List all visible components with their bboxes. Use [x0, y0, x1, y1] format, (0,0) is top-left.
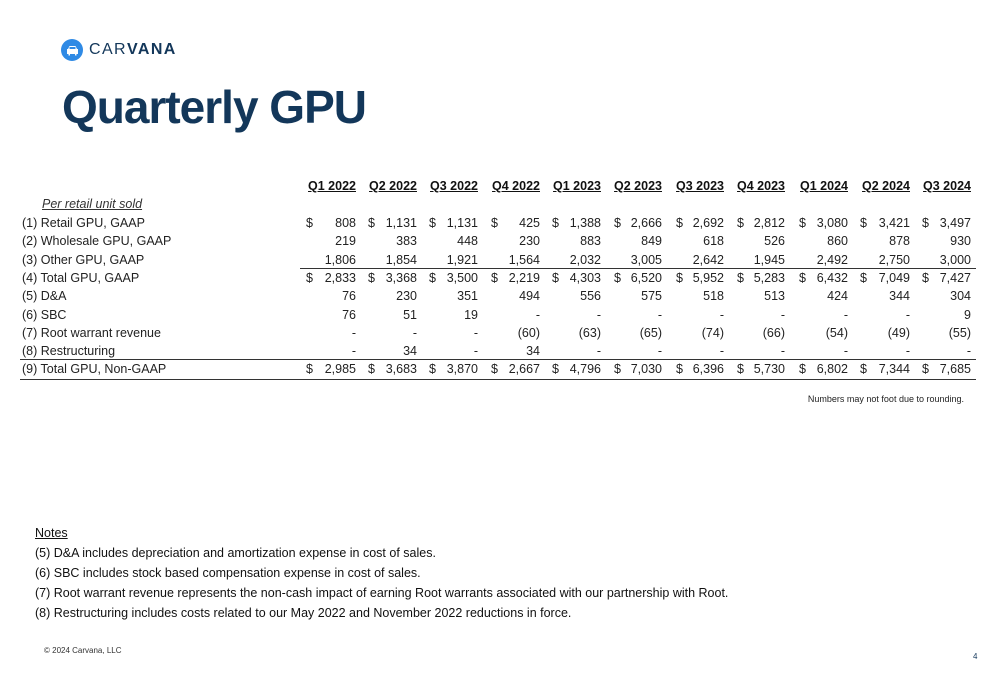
dollar-sign: $ [922, 270, 929, 285]
row-label: (2) Wholesale GPU, GAAP [22, 234, 172, 249]
table-cell: (49) [887, 325, 910, 340]
column-header: Q4 2022 [492, 179, 540, 193]
table-cell: 849 [641, 234, 662, 249]
table-cell: 2,833 [324, 270, 356, 285]
table-cell: 34 [526, 344, 540, 359]
dollar-sign: $ [552, 362, 559, 377]
table-cell: 4,796 [569, 362, 601, 377]
brand-name: CARVANA [89, 41, 177, 58]
table-cell: - [905, 344, 910, 359]
dollar-sign: $ [676, 270, 683, 285]
table-cell: 3,368 [385, 270, 417, 285]
table-cell: 344 [889, 289, 910, 304]
table-cell: 2,985 [324, 362, 356, 377]
note-line: (5) D&A includes depreciation and amortization expense in cost of sales. [35, 546, 436, 560]
dollar-sign: $ [491, 270, 498, 285]
dollar-sign: $ [491, 216, 498, 230]
table-cell: 2,032 [569, 252, 601, 267]
table-cell: 5,952 [692, 270, 724, 285]
table-cell: 2,667 [508, 362, 540, 377]
dollar-sign: $ [552, 216, 559, 230]
row-label: (9) Total GPU, Non-GAAP [22, 362, 167, 377]
row-label: (7) Root warrant revenue [22, 325, 161, 340]
dollar-sign: $ [306, 270, 313, 285]
table-cell: 883 [580, 234, 601, 249]
column-header: Q3 2024 [923, 179, 971, 193]
row-label: (1) Retail GPU, GAAP [22, 216, 145, 230]
table-cell: 7,030 [630, 362, 662, 377]
dollar-sign: $ [368, 270, 375, 285]
table-cell: - [596, 344, 601, 359]
column-header: Q2 2024 [862, 179, 910, 193]
table-cell: 383 [396, 234, 417, 249]
dollar-sign: $ [922, 216, 929, 230]
table-cell: 1,564 [508, 252, 540, 267]
table-cell: 7,685 [939, 362, 971, 377]
table-cell: 3,500 [446, 270, 478, 285]
table-cell: 3,497 [939, 216, 971, 230]
table-cell: 448 [457, 234, 478, 249]
table-cell: 219 [335, 234, 356, 249]
table-cell: 230 [519, 234, 540, 249]
table-cell: - [473, 344, 478, 359]
table-cell: 1,131 [385, 216, 417, 230]
table-cell: 3,080 [816, 216, 848, 230]
table-cell: 2,642 [692, 252, 724, 267]
notes-section [35, 526, 728, 626]
dollar-sign: $ [737, 216, 744, 230]
table-cell: - [843, 307, 848, 322]
dollar-sign: $ [429, 362, 436, 377]
dollar-sign: $ [676, 362, 683, 377]
table-cell: 494 [519, 289, 540, 304]
table-cell: 860 [827, 234, 848, 249]
note-line: (8) Restructuring includes costs related to our May 2022 and November 2022 reductions in force. [35, 606, 572, 620]
table-cell: 1,806 [324, 252, 356, 267]
table-cell: 19 [464, 307, 478, 322]
table-cell: 3,421 [878, 216, 910, 230]
dollar-sign: $ [860, 216, 867, 230]
table-cell: (54) [825, 325, 848, 340]
table-cell: 351 [457, 289, 478, 304]
table-cell: 1,131 [446, 216, 478, 230]
table-cell: - [905, 307, 910, 322]
table-cell: - [596, 307, 601, 322]
table-rule [20, 359, 976, 360]
table-cell: 6,520 [630, 270, 662, 285]
table-cell: 513 [764, 289, 785, 304]
note-line: (6) SBC includes stock based compensation expense in cost of sales. [35, 566, 421, 580]
table-cell: 425 [519, 216, 540, 230]
table-rule [20, 379, 976, 380]
table-cell: 7,427 [939, 270, 971, 285]
table-cell: 2,219 [508, 270, 540, 285]
copyright: © 2024 Carvana, LLC [44, 646, 122, 655]
table-cell: 1,388 [569, 216, 601, 230]
table-cell: 4,303 [569, 270, 601, 285]
table-cell: 7,049 [878, 270, 910, 285]
dollar-sign: $ [491, 362, 498, 377]
dollar-sign: $ [799, 270, 806, 285]
table-cell: 1,921 [446, 252, 478, 267]
row-label: (8) Restructuring [22, 344, 116, 359]
table-cell: (74) [701, 325, 724, 340]
table-cell: 5,283 [753, 270, 785, 285]
table-cell: (55) [948, 325, 971, 340]
column-header: Q4 2023 [737, 179, 785, 193]
table-cell: 930 [950, 234, 971, 249]
table-cell: - [657, 344, 662, 359]
dollar-sign: $ [737, 362, 744, 377]
table-cell: 5,730 [753, 362, 785, 377]
page-title: Quarterly GPU [62, 81, 366, 133]
dollar-sign: $ [368, 362, 375, 377]
notes-heading: Notes [35, 526, 68, 540]
table-rule [300, 268, 976, 269]
table-cell: (60) [517, 325, 540, 340]
table-cell: 6,396 [692, 362, 724, 377]
table-cell: 3,870 [446, 362, 478, 377]
table-cell: - [966, 344, 971, 359]
dollar-sign: $ [799, 362, 806, 377]
dollar-sign: $ [306, 362, 313, 377]
table-cell: - [535, 307, 540, 322]
table-subheader: Per retail unit sold [42, 197, 143, 211]
column-header: Q1 2023 [553, 179, 601, 193]
table-cell: (66) [762, 325, 785, 340]
table-cell: 526 [764, 234, 785, 249]
dollar-sign: $ [676, 216, 683, 230]
table-cell: - [780, 307, 785, 322]
dollar-sign: $ [860, 362, 867, 377]
column-header: Q3 2022 [430, 179, 478, 193]
column-header: Q1 2024 [800, 179, 848, 193]
note-line: (7) Root warrant revenue represents the non-cash impact of earning Root warrants associated with our partnership with Root. [35, 586, 729, 600]
table-cell: 424 [827, 289, 848, 304]
dollar-sign: $ [368, 216, 375, 230]
dollar-sign: $ [737, 270, 744, 285]
table-cell: 2,812 [753, 216, 785, 230]
table-cell: 76 [342, 289, 356, 304]
table-cell: (65) [639, 325, 662, 340]
page-number: 4 [973, 652, 978, 661]
table-cell: 9 [964, 307, 971, 322]
column-header: Q2 2023 [614, 179, 662, 193]
table-cell: 1,854 [385, 252, 417, 267]
table-cell: - [780, 344, 785, 359]
table-cell: (63) [578, 325, 601, 340]
table-cell: 2,750 [878, 252, 910, 267]
table-cell: 7,344 [878, 362, 910, 377]
table-cell: 51 [403, 307, 417, 322]
table-cell: - [657, 307, 662, 322]
column-header: Q1 2022 [308, 179, 356, 193]
table-cell: 2,492 [816, 252, 848, 267]
table-cell: 3,000 [939, 252, 971, 267]
table-cell: - [843, 344, 848, 359]
table-cell: 3,683 [385, 362, 417, 377]
table-cell: - [351, 325, 356, 340]
table-cell: 76 [342, 307, 356, 322]
table-cell: 6,432 [816, 270, 848, 285]
table-cell: 878 [889, 234, 910, 249]
row-label: (3) Other GPU, GAAP [22, 252, 145, 267]
table-cell: 3,005 [630, 252, 662, 267]
table-cell: - [473, 325, 478, 340]
dollar-sign: $ [429, 216, 436, 230]
table-cell: 304 [950, 289, 971, 304]
table-cell: - [719, 344, 724, 359]
table-cell: 2,666 [630, 216, 662, 230]
column-header: Q3 2023 [676, 179, 724, 193]
dollar-sign: $ [614, 270, 621, 285]
table-cell: 575 [641, 289, 662, 304]
table-cell: - [719, 307, 724, 322]
table-cell: - [412, 325, 417, 340]
row-label: (6) SBC [22, 307, 67, 322]
dollar-sign: $ [799, 216, 806, 230]
table-cell: 230 [396, 289, 417, 304]
dollar-sign: $ [614, 362, 621, 377]
table-cell: 618 [703, 234, 724, 249]
column-header: Q2 2022 [369, 179, 417, 193]
row-label: (4) Total GPU, GAAP [22, 270, 140, 285]
table-cell: 34 [403, 344, 417, 359]
table-cell: 2,692 [692, 216, 724, 230]
table-cell: 1,945 [753, 252, 785, 267]
dollar-sign: $ [922, 362, 929, 377]
table-cell: - [351, 344, 356, 359]
dollar-sign: $ [306, 216, 313, 230]
rounding-footnote: Numbers may not foot due to rounding. [807, 394, 964, 404]
dollar-sign: $ [614, 216, 621, 230]
dollar-sign: $ [860, 270, 867, 285]
table-cell: 556 [580, 289, 601, 304]
table-cell: 808 [335, 216, 356, 230]
dollar-sign: $ [552, 270, 559, 285]
table-cell: 518 [703, 289, 724, 304]
table-cell: 6,802 [816, 362, 848, 377]
row-label: (5) D&A [22, 289, 67, 304]
dollar-sign: $ [429, 270, 436, 285]
